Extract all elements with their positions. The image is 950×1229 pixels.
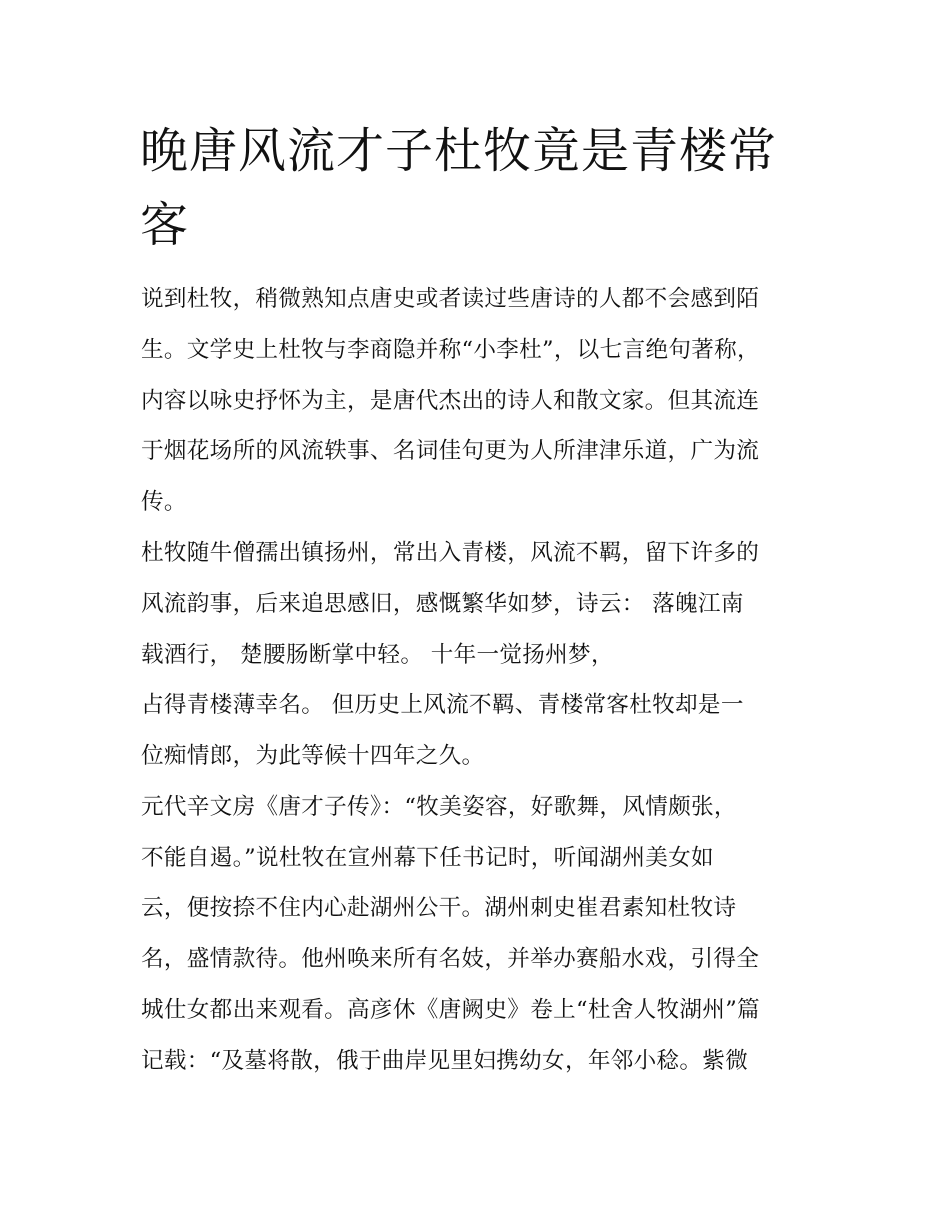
- text-line: 内容以咏史抒怀为主，是唐代杰出的诗人和散文家。但其流连: [141, 388, 760, 414]
- text-line: 生。文学史上杜牧与李商隐并称“小李杜”，以七言绝句著称，: [141, 337, 760, 363]
- text-line: 于烟花场所的风流轶事、名词佳句更为人所津津乐道，广为流: [141, 438, 760, 464]
- text-line: 说到杜牧，稍微熟知点唐史或者读过些唐诗的人都不会感到陌: [141, 286, 760, 312]
- text-line: 名，盛情款待。他州唤来所有名妓，并举办赛船水戏，引得全: [141, 946, 760, 972]
- text-line: 占得青楼薄幸名。 但历史上风流不羁、青楼常客杜牧却是一: [141, 692, 744, 718]
- text-line: 城仕女都出来观看。高彦休《唐阙史》卷上“杜舍人牧湖州”篇: [141, 997, 760, 1023]
- text-line: 不能自遏。”说杜牧在宣州幕下任书记时，听闻湖州美女如: [141, 845, 714, 871]
- text-line: 风流韵事，后来追思感旧，感慨繁华如梦，诗云： 落魄江南: [141, 591, 744, 617]
- text-line: 传。: [141, 489, 187, 515]
- text-line: 杜牧随牛僧孺出镇扬州，常出入青楼，风流不羁，留下许多的: [141, 540, 760, 566]
- article-title: 晚唐风流才子杜牧竟是青楼常客: [140, 123, 778, 253]
- text-line: 记载：“及墓将散，俄于曲岸见里妇携幼女，年邻小稔。紫微: [141, 1048, 749, 1074]
- text-line: 云，便按捺不住内心赴湖州公干。湖州刺史崔君素知杜牧诗: [141, 895, 737, 921]
- text-line: 载酒行， 楚腰肠断掌中轻。 十年一觉扬州梦，: [141, 642, 614, 668]
- text-line: 元代辛文房《唐才子传》：“牧美姿容，好歌舞，风情颇张，: [141, 794, 737, 820]
- text-line: 位痴情郎，为此等候十四年之久。: [141, 743, 485, 769]
